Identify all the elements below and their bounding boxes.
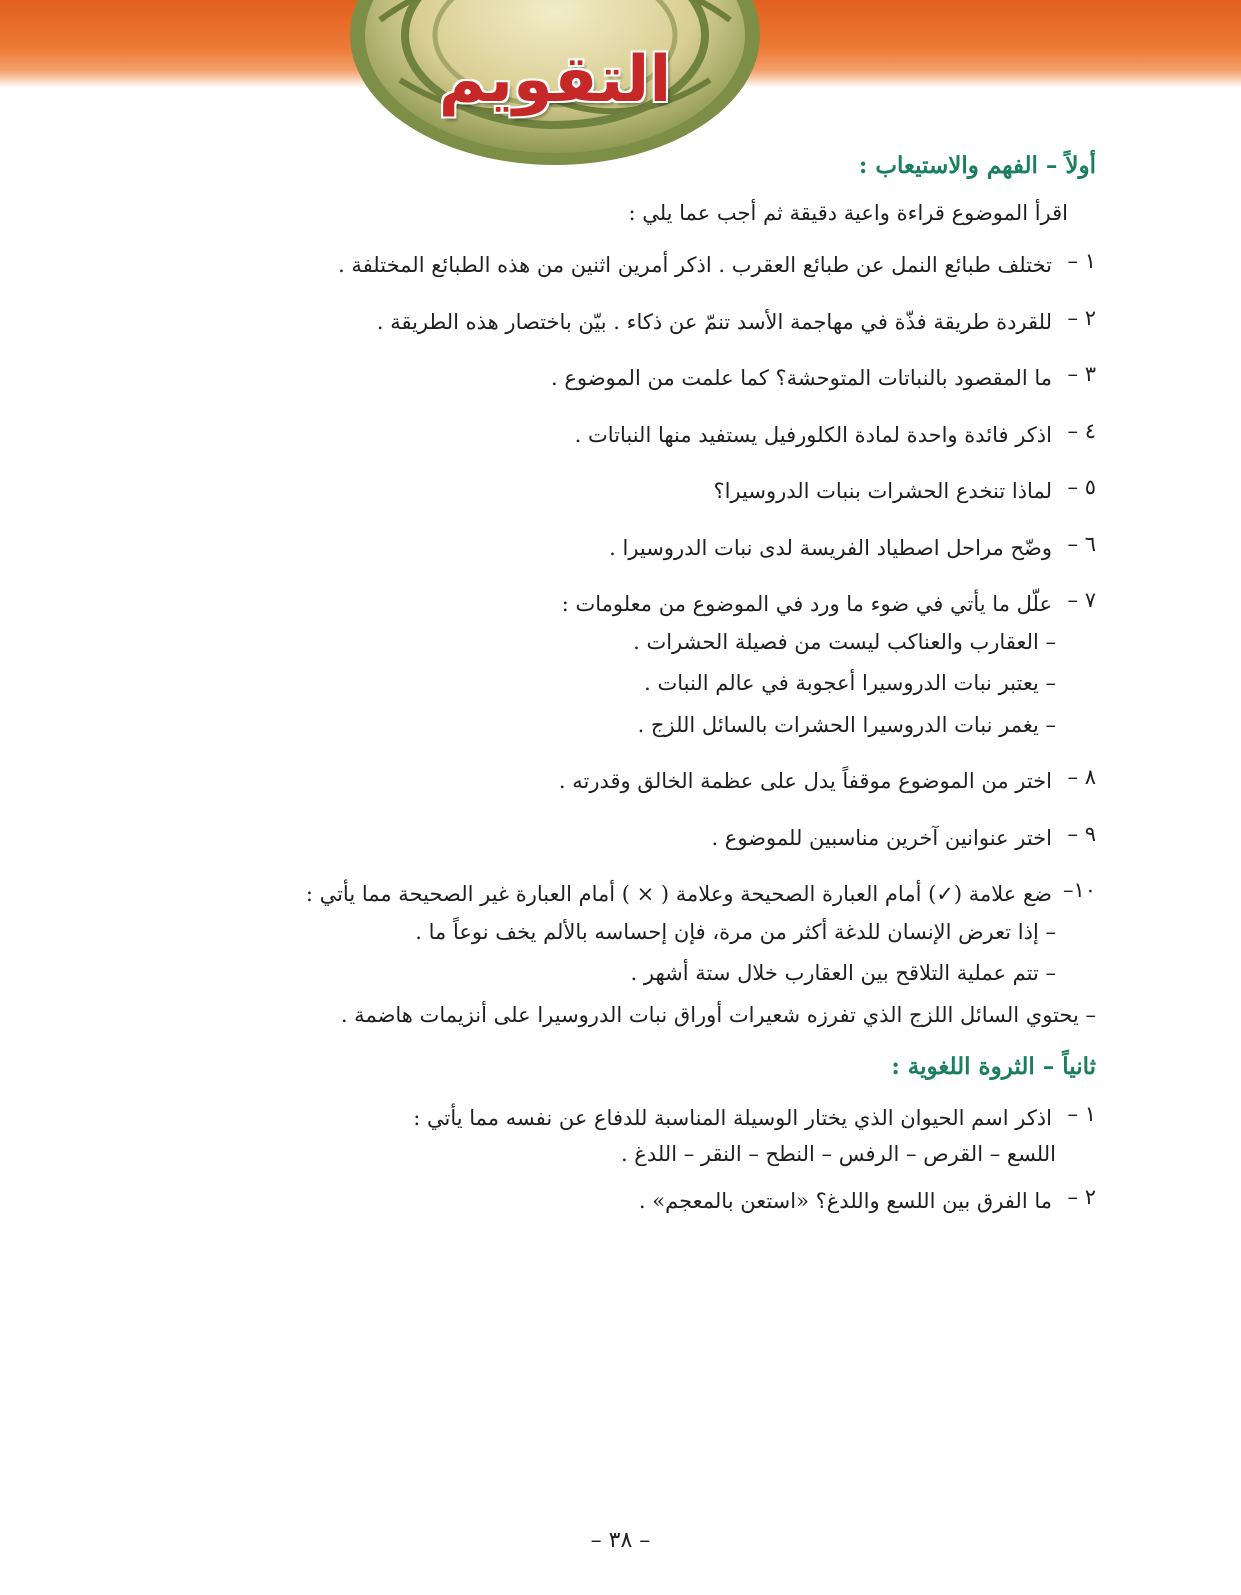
- question-number: ٩ –: [1067, 821, 1096, 846]
- question-number: ١٠–: [1062, 878, 1096, 903]
- question-number: ٣ –: [1067, 362, 1096, 387]
- question-text: ما المقصود بالنباتات المتوحشة؟ كما علمت من الموضوع .: [551, 366, 1052, 391]
- section-heading-vocabulary: ثانياً – الثروة اللغوية :: [891, 1053, 1096, 1081]
- question-text: اذكر اسم الحيوان الذي يختار الوسيلة المناسبة للدفاع عن نفسه مما يأتي :: [413, 1106, 1052, 1131]
- section-heading-comprehension: أولاً – الفهم والاستيعاب :: [858, 152, 1096, 179]
- question-text: وضّح مراحل اصطياد الفريسة لدى نبات الدروسيرا .: [609, 535, 1052, 560]
- question-number: ٥ –: [1067, 475, 1096, 500]
- question-text: اختر من الموضوع موقفاً يدل على عظمة الخالق وقدرته .: [558, 769, 1052, 794]
- sub-item: – يغمر نبات الدروسيرا الحشرات بالسائل اللزج .: [637, 712, 1056, 737]
- sub-item: – العقارب والعناكب ليست من فصيلة الحشرات .: [633, 629, 1056, 654]
- question-text: علّل ما يأتي في ضوء ما ورد في الموضوع من معلومات :: [561, 592, 1052, 617]
- question-text: تختلف طبائع النمل عن طبائع العقرب . اذكر أمرين اثنين من هذه الطبائع المختلفة .: [338, 253, 1052, 277]
- options-line: اللسع – القرص – الرفس – النطح – النقر – اللدغ .: [620, 1142, 1056, 1167]
- question-number: ٢ –: [1067, 305, 1096, 330]
- sub-item: – إذا تعرض الإنسان للدغة أكثر من مرة، فإن إحساسه بالألم يخف نوعاً ما .: [415, 919, 1056, 944]
- main-content: [130, 138, 1096, 1241]
- question-number: ٦ –: [1067, 531, 1096, 556]
- sub-item: – تتم عملية التلاقح بين العقارب خلال ستة أشهر .: [630, 961, 1056, 986]
- page-number: – ٣٨ –: [590, 1528, 651, 1553]
- question-item: [130, 419, 1096, 452]
- question-item: [130, 362, 1096, 395]
- question-number: ٤ –: [1067, 418, 1096, 443]
- question-text: ضع علامة (✓) أمام العبارة الصحيحة وعلامة ( × ) أمام العبارة غير الصحيحة مما يأتي :: [305, 882, 1052, 907]
- question-number: ٨ –: [1067, 765, 1096, 790]
- question-number: ٧ –: [1067, 588, 1096, 613]
- question-number: ١ –: [1067, 249, 1096, 273]
- question-item: [130, 306, 1096, 339]
- question-item: [130, 532, 1096, 565]
- sub-item: – يعتبر نبات الدروسيرا أعجوبة في عالم النبات .: [644, 671, 1056, 696]
- question-item: [130, 249, 1096, 282]
- question-item: [130, 822, 1096, 855]
- question-text: للقردة طريقة فذّة في مهاجمة الأسد تنمّ عن ذكاء . بيّن باختصار هذه الطريقة .: [376, 309, 1052, 334]
- section-intro: اقرأ الموضوع قراءة واعية دقيقة ثم أجب عما يلي :: [628, 201, 1068, 225]
- question-text: اختر عنوانين آخرين مناسبين للموضوع .: [711, 825, 1052, 850]
- question-item: [130, 1102, 1096, 1135]
- sub-item: – يحتوي السائل اللزج الذي تفرزه شعيرات أوراق نبات الدروسيرا على أنزيمات هاضمة .: [340, 1002, 1096, 1027]
- question-number: ١ –: [1067, 1102, 1096, 1127]
- question-item: [130, 588, 1096, 621]
- question-text: لماذا تنخدع الحشرات بنبات الدروسيرا؟: [713, 479, 1052, 504]
- question-item: [130, 878, 1096, 911]
- question-item: [130, 1185, 1096, 1218]
- ornament-title: التقويم: [438, 43, 672, 117]
- question-number: ٢ –: [1067, 1184, 1096, 1209]
- question-item: [130, 765, 1096, 798]
- question-text: ما الفرق بين اللسع واللدغ؟ «استعن بالمعجم» .: [638, 1188, 1052, 1213]
- question-item: [130, 475, 1096, 508]
- question-text: اذكر فائدة واحدة لمادة الكلورفيل يستفيد منها النباتات .: [574, 422, 1052, 447]
